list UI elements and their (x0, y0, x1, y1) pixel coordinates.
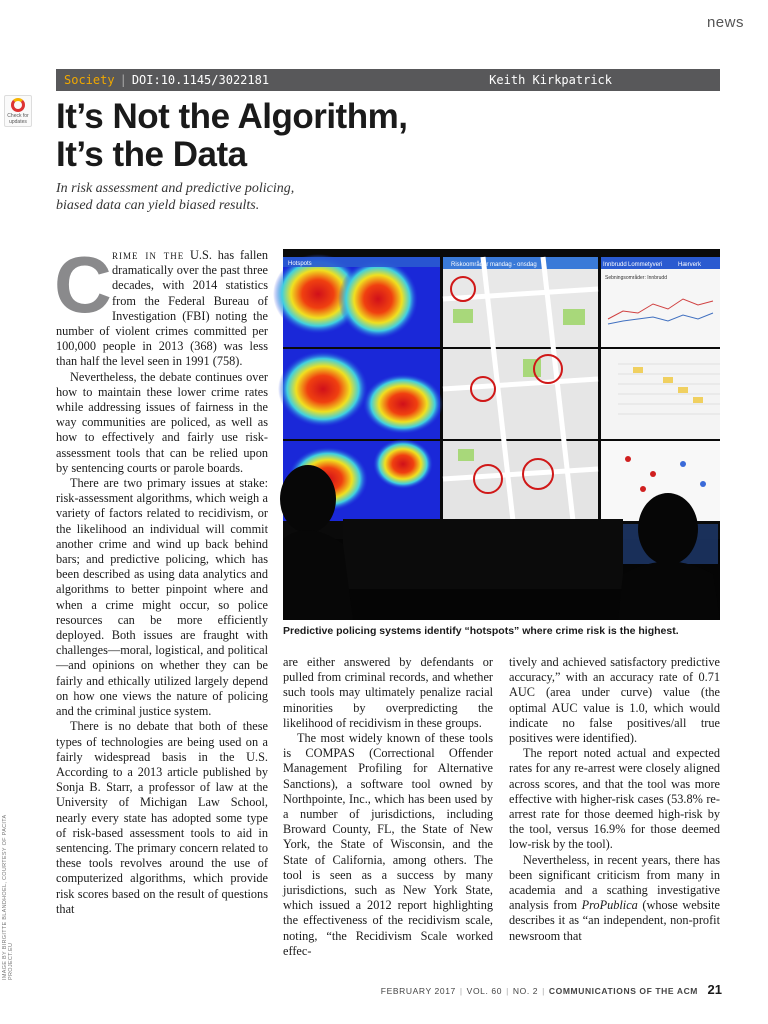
doi-label: DOI:10.1145/3022181 (131, 73, 270, 87)
paragraph-1 (54, 240, 269, 370)
paragraph-4: There is no debate that both of these types of technologies are being used on a fairly widespread basis in the U.S. According to a 2013 article published by Sonja B. Starr, a professor of law at the University of Michigan Law School, nearly every state has adopted some type of risk-based assessment tools to aid in sentencing. The primary concern related to these tools revolves around the use of computerized algorithms, which provide risk scores based on the result of questions that (56, 719, 268, 916)
svg-text:Innbrudd: Innbrudd (603, 262, 627, 268)
photo-caption: Predictive policing systems identify “hotspots” where crime risk is the highest. (283, 625, 679, 637)
col2-paragraph-2: The most widely known of these tools is COMPAS (Correctional Offender Management Profiling for Alternative Sanctions), a software tool owned by Northpointe, Inc., which has been used by a number of jurisdictions, including Broward County, FL, the State of New York, the State of Wisconsin, and the State of California, among others. The tool is seen as a success by many jurisdictions, such as New York State, which issued a 2012 report highlighting the effectiveness of the recidivism scale, noting, “the Recidivism Scale worked effec- (283, 731, 493, 958)
paragraph-2: Nevertheless, the debate continues over how to maintain these lower crime rates while addressing issues of fairness in the way communities are policed, as well as how to effectively and fairly use risk-assessment tools that can be relied upon by sentencing courts or parole boards. (56, 369, 268, 475)
col3-paragraph-3 (509, 853, 720, 944)
title-line1: It’s Not the Algorithm, (56, 97, 408, 136)
footer-number: NO. 2 (512, 986, 539, 996)
footer-date: FEBRUARY 2017 (380, 986, 456, 996)
photo-illustration (283, 249, 720, 620)
author-name: Keith Kirkpatrick (489, 73, 612, 87)
col3-paragraph-3a: Nevertheless, in recent years, there has been significant criticism from many in academia and a scathing investigative analysis from (509, 852, 720, 913)
body-column-3 (509, 655, 720, 944)
svg-text:Hærverk: Hærverk (678, 262, 702, 268)
paragraph-3: There are two primary issues at stake: risk-assessment algorithms, which weigh a variety of factors related to recidivism, or the likelihood an individual will commit another crime and wind up back behind bars; and predictive policing, which has been described as using data analytics and algorithms to better pinpoint where and when a crime might occur, so police resources can be more efficiently deployed. Both issues are fraught with challenges—moral, logistical, and political—and opinions on whether they can be fairly and ethically utilized largely depend on how one views the nature of policing and the criminal justice system. (56, 476, 268, 719)
body-column-2 (283, 655, 493, 959)
svg-text:Hotspots: Hotspots (288, 261, 312, 267)
check-for-updates-badge[interactable] (4, 95, 32, 127)
propublica-name: ProPublica (581, 898, 638, 913)
svg-text:Riskoområder mandag - onsdag: Riskoområder mandag - onsdag (451, 262, 537, 268)
dropcap-letter (54, 240, 112, 329)
header-bar (56, 69, 720, 91)
page-number: 21 (707, 982, 722, 997)
svg-text:Lommetyveri: Lommetyveri (628, 262, 663, 268)
lead-smallcaps: rime in the (112, 248, 185, 262)
article-title (56, 98, 676, 174)
col3-paragraph-1: tively and achieved satisfactory predictive accuracy,” with an accuracy rate of 0.71 AUC (area under curve) value (the optimal AUC value is 1.0, which would indicate no false positives/all true positives were identified). (509, 655, 720, 746)
page-footer: FEBRUARY 2017 | VOL. 60 | NO. 2 | COMMUNICATIONS OF THE ACM (380, 986, 698, 996)
title-line2: It’s the Data (56, 135, 247, 174)
badge-line1: Check for (7, 113, 29, 119)
image-credit: IMAGE BY BIRGITTE BLANDHOEL, COURTESY OF PACITA PROJECT.EU (2, 814, 14, 980)
article-subtitle (56, 180, 376, 214)
footer-magazine: COMMUNICATIONS OF THE ACM (548, 986, 698, 996)
section-label: news (706, 14, 744, 31)
col2-paragraph-1: are either answered by defendants or pulled from criminal records, and whether such tools may ultimately penalize racial minorities by overpredicting the likelihood of recidivism in these groups. (283, 655, 493, 730)
paragraph-1-text: U.S. has fallen dramatically over the past three decades, with 2014 statistics from the Federal Bureau of Investigation (FBI) noting the number of violent crimes committed per 100,000 people in 2013 (368) was less than half the level seen in 1991 (758). (56, 248, 269, 369)
badge-line2: updates (9, 119, 27, 125)
col3-paragraph-3b: (whose website describes it as “an independent, non-profit newsroom that (509, 898, 720, 943)
category-label: Society (64, 73, 115, 87)
predictive-policing-photo (283, 249, 720, 620)
update-ring-icon (11, 98, 25, 112)
body-column-1 (54, 240, 269, 917)
svg-text:C: C (54, 240, 112, 329)
footer-volume: VOL. 60 (466, 986, 503, 996)
subtitle-line2: biased data can yield biased results. (56, 198, 260, 213)
col3-paragraph-2: The report noted actual and expected rates for any re-arrest were closely aligned across scores, and that the tool was more effective with higher-risk cases (53.8% re-arrest rate for those deemed high-risk by the tool, versus 16.9% for those deemed low-risk by the tool). (509, 746, 720, 852)
svg-text:Sebningsområder: Innbrudd: Sebningsområder: Innbrudd (605, 275, 667, 281)
separator: | (119, 73, 127, 87)
subtitle-line1: In risk assessment and predictive policing, (56, 181, 295, 196)
